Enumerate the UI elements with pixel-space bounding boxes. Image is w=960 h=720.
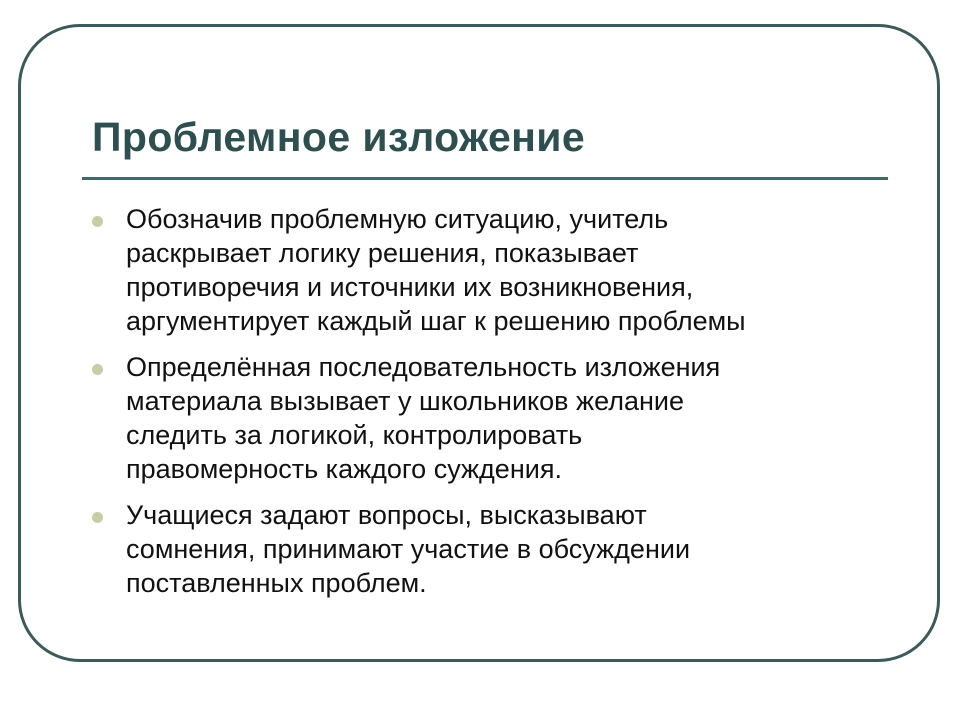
bullet-line: Определённая последовательность изложения: [126, 352, 721, 382]
bullet-item: [92, 202, 882, 338]
bullet-line: аргументирует каждый шаг к решению проблемы: [126, 306, 746, 336]
bullet-line: Обозначив проблемную ситуацию, учитель: [126, 204, 669, 234]
bullet-line: Учащиеся задают вопросы, высказывают: [126, 500, 647, 530]
title-underline: [82, 177, 888, 180]
bullet-dot-icon: [92, 512, 103, 523]
bullet-line: сомнения, принимают участие в обсуждении: [126, 534, 691, 564]
slide-title: Проблемное изложение: [92, 114, 586, 160]
bullet-line: раскрывает логику решения, показывает: [126, 238, 639, 268]
bullet-line: правомерность каждого суждения.: [126, 454, 562, 484]
bullet-line: противоречия и источники их возникновения,: [126, 272, 694, 302]
bullet-dot-icon: [92, 364, 103, 375]
bullet-dot-icon: [92, 216, 103, 227]
bullet-list: [92, 202, 882, 612]
bullet-line: следить за логикой, контролировать: [126, 420, 583, 450]
bullet-line: материала вызывает у школьников желание: [126, 386, 684, 416]
bullet-line: поставленных проблем.: [126, 568, 427, 598]
bullet-item: [92, 498, 882, 600]
bullet-item: [92, 350, 882, 486]
